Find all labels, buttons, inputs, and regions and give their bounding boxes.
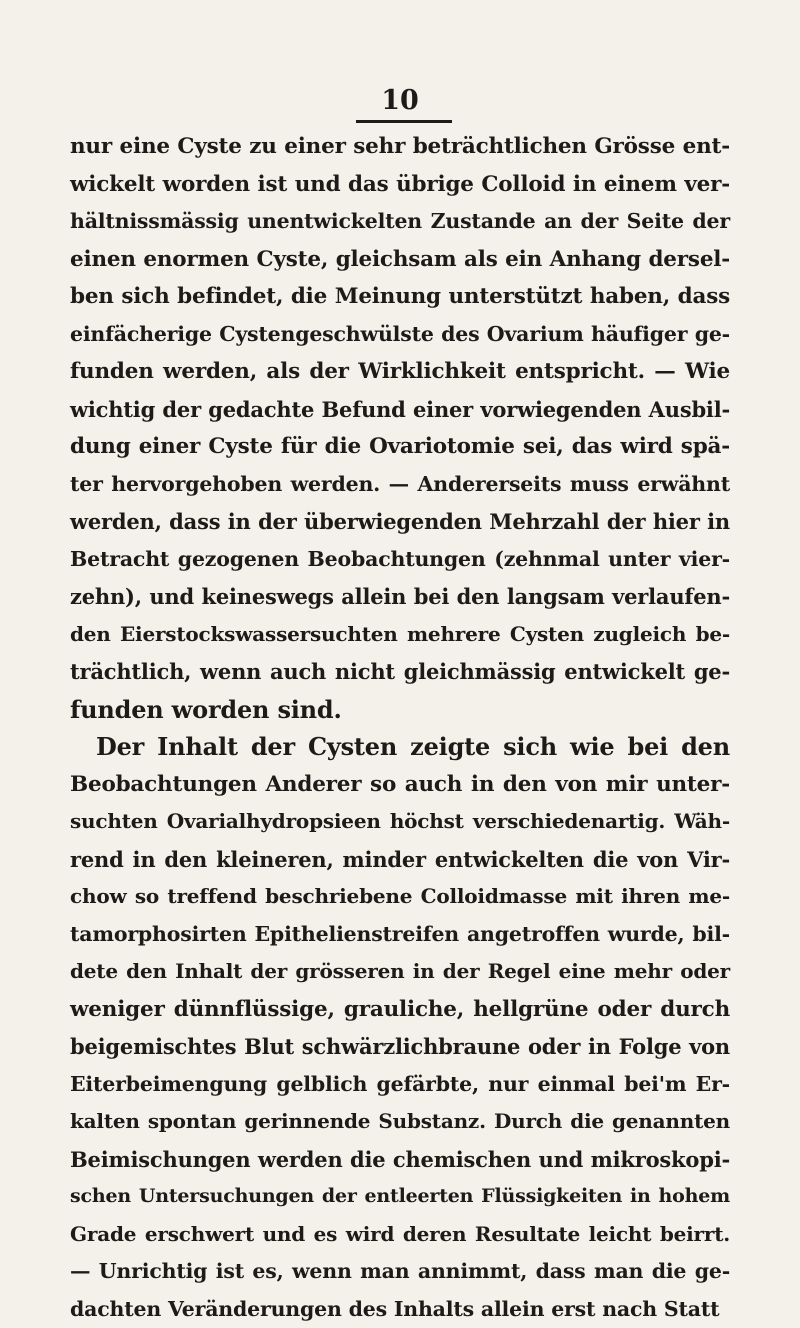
text-line: trächtlich, wenn auch nicht gleichmässig entwickelt ge-: [70, 653, 730, 691]
text-line: Beimischungen werden die chemischen und mikroskopi-: [70, 1141, 730, 1179]
text-line: suchten Ovarialhydropsieen höchst verschiedenartig. Wäh-: [70, 803, 730, 841]
text-line: rend in den kleineren, minder entwickelten die von Vir-: [70, 841, 730, 879]
page-number: 10: [360, 86, 440, 116]
text-line: weniger dünnflüssige, grauliche, hellgrüne oder durch: [70, 991, 730, 1029]
text-line: beigemischtes Blut schwärzlichbraune oder in Folge von: [70, 1028, 730, 1066]
text-line: werden, dass in der überwiegenden Mehrzahl der hier in: [70, 503, 730, 541]
text-line: den Eierstockswassersuchten mehrere Cysten zugleich be-: [70, 616, 730, 654]
text-line: chow so treffend beschriebene Colloidmasse mit ihren me-: [70, 878, 730, 916]
text-line: dung einer Cyste für die Ovariotomie sei, das wird spä-: [70, 428, 730, 466]
text-line: einen enormen Cyste, gleichsam als ein Anhang dersel-: [70, 241, 730, 279]
text-line: funden werden, als der Wirklichkeit entspricht. — Wie: [70, 353, 730, 391]
text-line: hältnissmässig unentwickelten Zustande an der Seite der: [70, 203, 730, 241]
text-line: Grade erschwert und es wird deren Resultate leicht beirrt.: [70, 1216, 730, 1254]
text-line: Der Inhalt der Cysten zeigte sich wie bei den: [70, 728, 730, 766]
text-line: nur eine Cyste zu einer sehr beträchtlichen Grösse ent-: [70, 128, 730, 166]
text-line: Betracht gezogenen Beobachtungen (zehnmal unter vier-: [70, 541, 730, 579]
text-line: Beobachtungen Anderer so auch in den von mir unter-: [70, 766, 730, 804]
text-line: — Unrichtig ist es, wenn man annimmt, dass man die ge-: [70, 1253, 730, 1291]
text-line: Eiterbeimengung gelblich gefärbte, nur einmal bei'm Er-: [70, 1066, 730, 1104]
text-line: dachten Veränderungen des Inhalts allein erst nach Statt: [70, 1291, 730, 1328]
text-line: einfächerige Cystengeschwülste des Ovarium häufiger ge-: [70, 316, 730, 354]
text-line: schen Untersuchungen der entleerten Flüssigkeiten in hohem: [70, 1178, 730, 1216]
header-rule: [356, 120, 452, 123]
text-line: dete den Inhalt der grösseren in der Regel eine mehr oder: [70, 953, 730, 991]
text-line: zehn), und keineswegs allein bei den langsam verlaufen-: [70, 578, 730, 616]
text-line: ben sich befindet, die Meinung unterstützt haben, dass: [70, 278, 730, 316]
text-line: funden worden sind.: [70, 691, 730, 729]
body-text: [70, 128, 730, 1328]
text-line: wichtig der gedachte Befund einer vorwiegenden Ausbil-: [70, 391, 730, 429]
text-line: kalten spontan gerinnende Substanz. Durch die genannten: [70, 1103, 730, 1141]
text-line: wickelt worden ist und das übrige Colloid in einem ver-: [70, 166, 730, 204]
text-line: ter hervorgehoben werden. — Andererseits muss erwähnt: [70, 466, 730, 504]
text-line: tamorphosirten Epithelienstreifen angetroffen wurde, bil-: [70, 916, 730, 954]
